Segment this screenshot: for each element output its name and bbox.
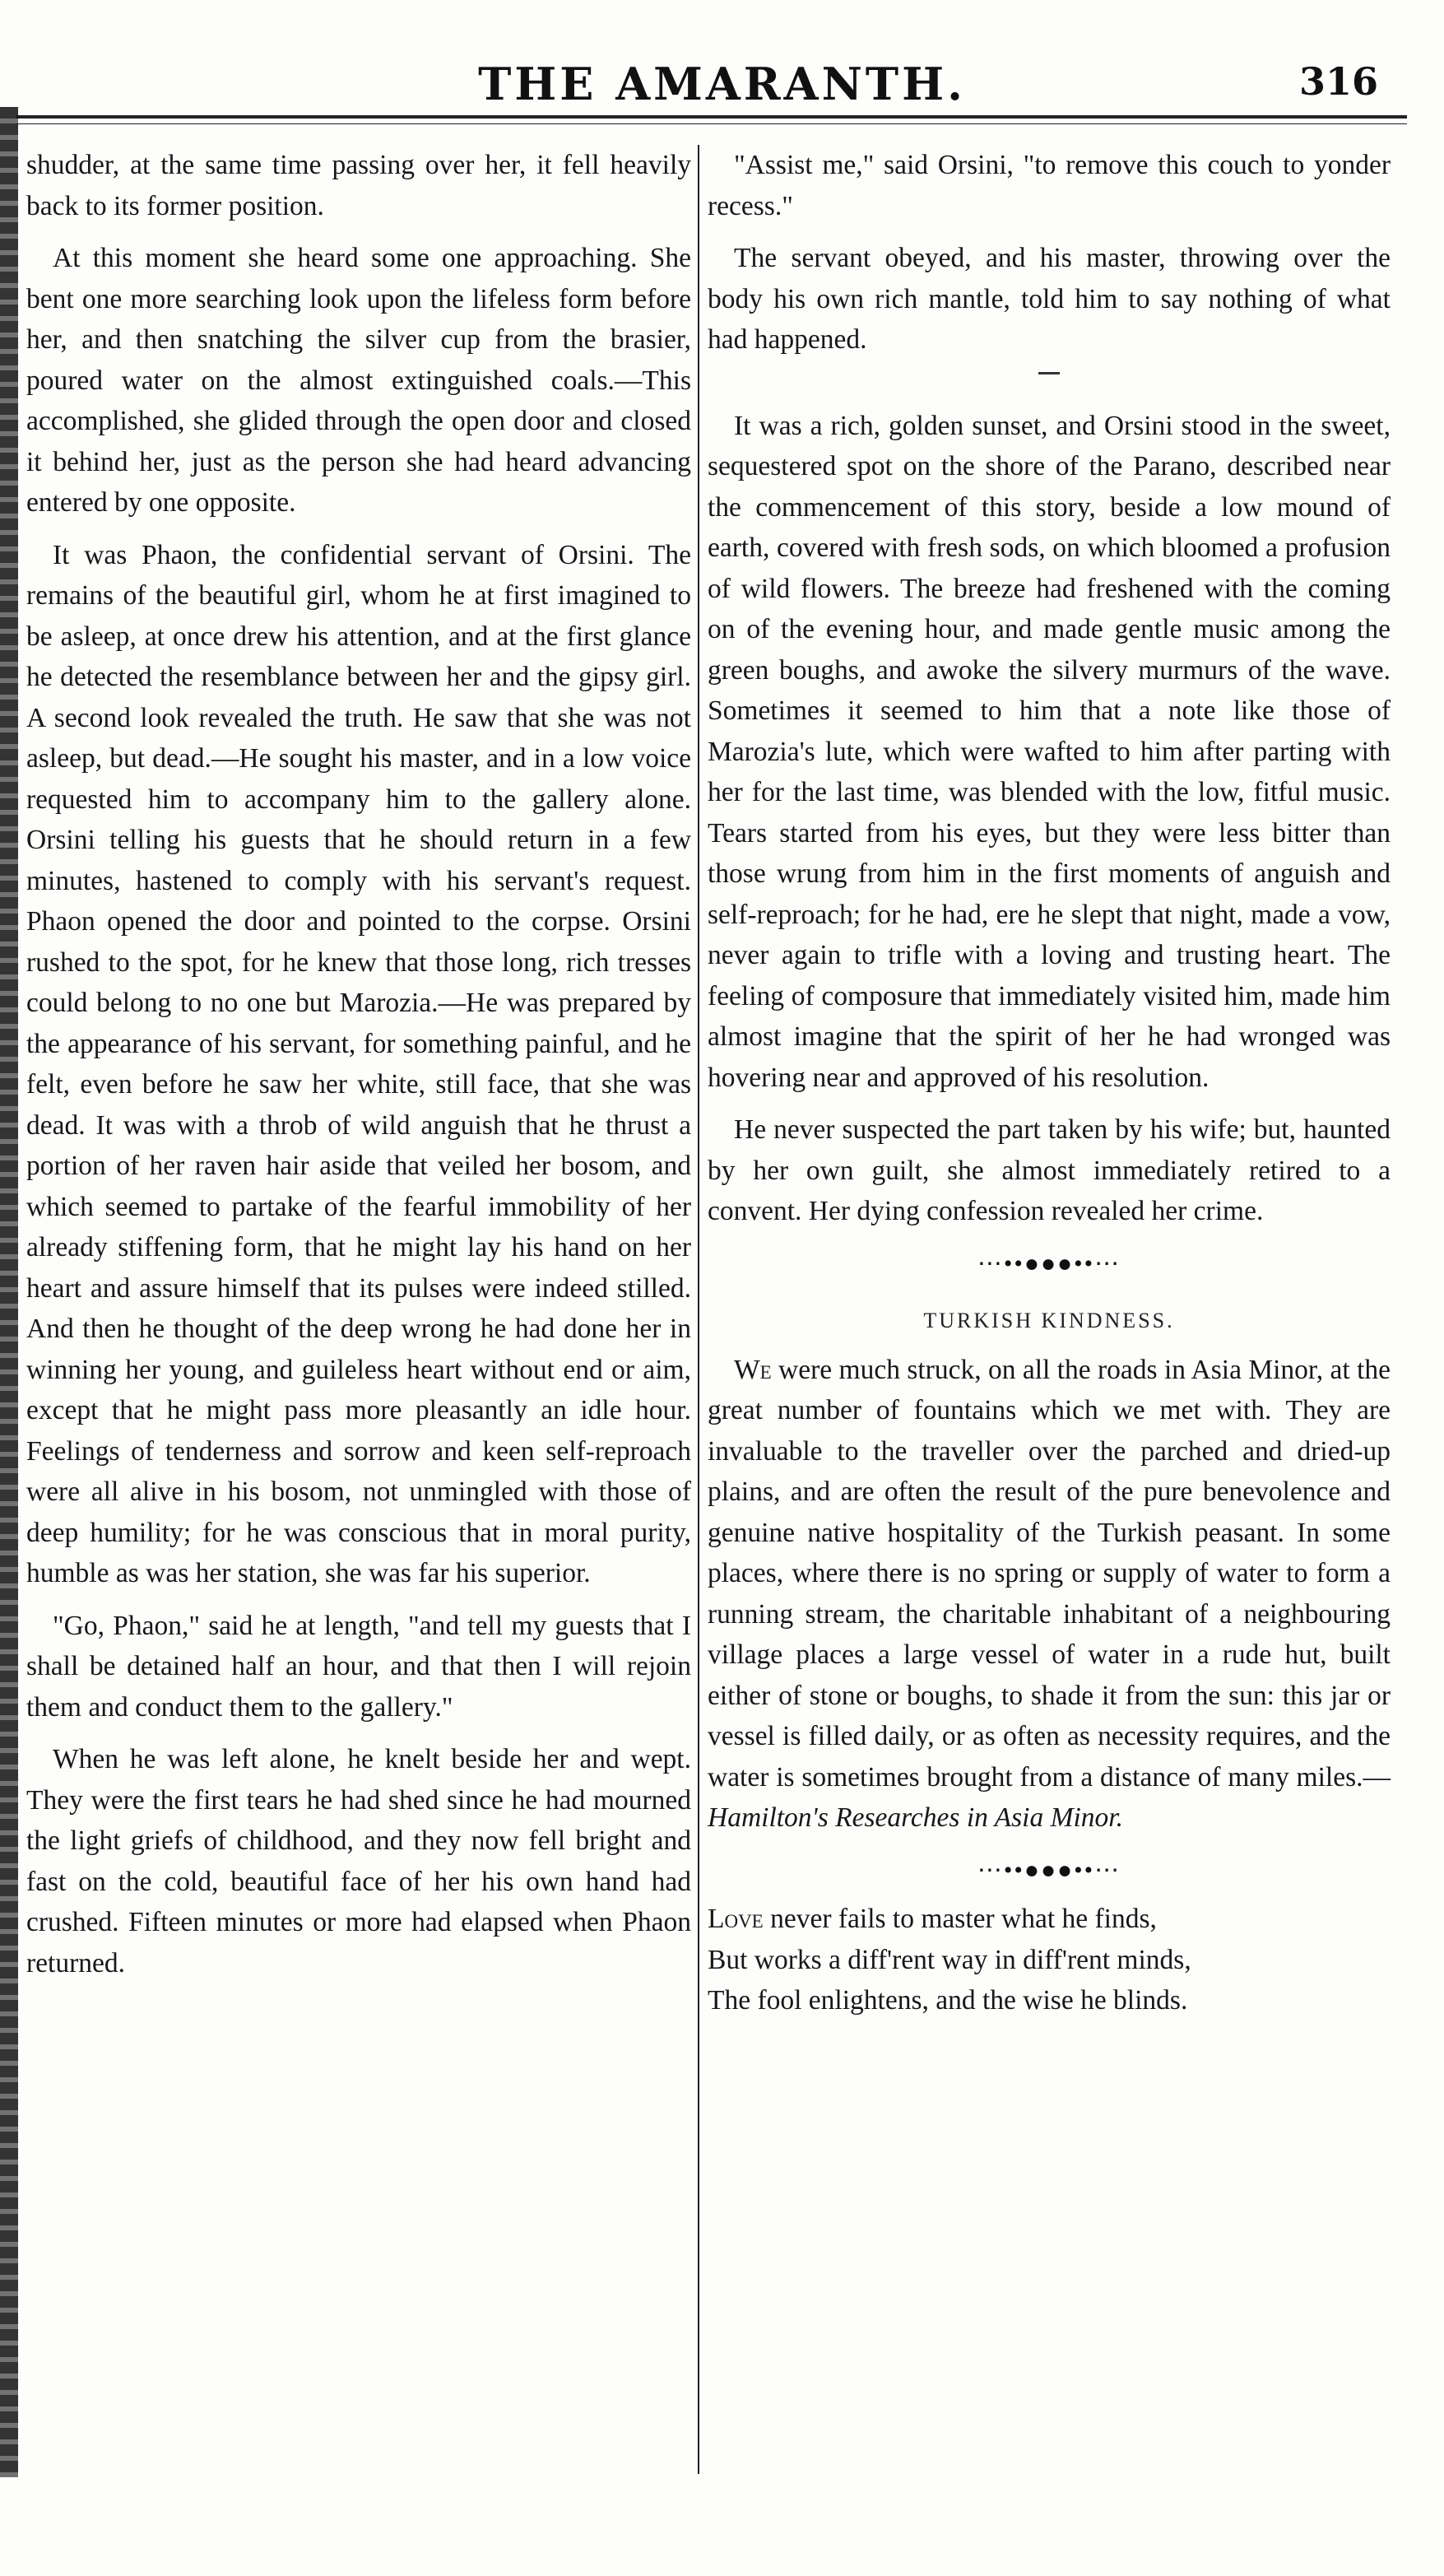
- turkish-kindness-paragraph: [708, 1350, 1391, 1839]
- left-paragraph-5: When he was left alone, he knelt beside her and wept. They were the first tears he had shed since he had mourned the light griefs of childhood, and they now fell bright and fast on the cold, beautiful face of her his own hand had crushed. Fifteen minutes or more had elapsed when Phaon returned.: [26, 1744, 691, 1978]
- verse-line-1: Love never fails to master what he finds,: [708, 1904, 1157, 1934]
- header-rule-thin: [16, 123, 1407, 124]
- lead-word: We: [734, 1354, 772, 1385]
- verse-line-3: The fool enlightens, and the wise he blinds.: [708, 1985, 1188, 2016]
- column-divider: [698, 145, 699, 2474]
- right-column: [708, 145, 1391, 2021]
- header-rule: [16, 115, 1407, 119]
- right-paragraph-2: The servant obeyed, and his master, throwing over the body his own rich mantle, told him to say nothing of what had happened.: [708, 243, 1391, 355]
- right-paragraph-4: He never suspected the part taken by his wife; but, haunted by her own guilt, she almost immediately retired to a convent. Her dying confession revealed her crime.: [708, 1114, 1391, 1226]
- verse: [708, 1899, 1391, 2021]
- left-paragraph-1: shudder, at the same time passing over her, it fell heavily back to its former position.: [26, 150, 691, 221]
- turkish-body: were much struck, on all the roads in Asia Minor, at the great number of fountains which we met with. They are invaluable to the traveller over the parched and dried-up plains, and are often the result of the pure benevolence and genuine native hospitality of the Turkish peasant. In some places, where there is no spring or supply of water to form a running stream, the charitable inhabitant of a neighbouring village places a large vessel of water in a rude hut, built either of stone or boughs, to shade it from the sun: this jar or vessel is filled daily, or as often as necessity requires, and the water is sometimes brought from a distance of many miles.—: [708, 1354, 1391, 1793]
- right-paragraph-3: It was a rich, golden sunset, and Orsini stood in the sweet, sequestered spot on the shore of the Parano, described near the commencement of this story, beside a low mound of earth, covered with fresh sods, on which bloomed a profusion of wild flowers. The breeze had freshened with the coming on of the evening hour, and made gentle music among the green boughs, and awoke the silvery murmurs of the wave. Sometimes it seemed to him that a note like those of Marozia's lute, which were wafted to him after parting with her for the last time, was blended with the low, fitful music. Tears started from his eyes, but they were less bitter than those wrung from him in the first moments of anguish and self-reproach; for he had, ere he slept that night, made a vow, never again to trifle with a loving and trusting heart. The feeling of composure that immediately visited him, made him almost imagine that the spirit of her he had wronged was hovering near and approved of his resolution.: [708, 410, 1391, 1093]
- running-title: THE AMARANTH.: [478, 58, 966, 110]
- left-column: [26, 145, 691, 1995]
- ornament-divider-1: ⋯••●●●••⋯: [977, 1249, 1121, 1277]
- ornament-divider-2: ⋯••●●●••⋯: [977, 1856, 1121, 1884]
- section-heading: TURKISH KINDNESS.: [923, 1309, 1175, 1332]
- citation: Hamilton's Researches in Asia Minor.: [708, 1802, 1123, 1833]
- right-paragraph-1: "Assist me," said Orsini, "to remove this couch to yonder recess.": [708, 150, 1391, 221]
- left-paragraph-2: At this moment she heard some one approaching. She bent one more searching look upon the lifeless form before her, and then snatching the silver cup from the brasier, poured water on the almost extinguished coals.—This accomplished, she glided through the open door and closed it behind her, just as the person she had heard advancing entered by one opposite.: [26, 243, 691, 518]
- section-dash: [1038, 372, 1060, 374]
- verse-lead-word: Love: [708, 1904, 764, 1934]
- verse-line-2: But works a diff'rent way in diff'rent minds,: [708, 1944, 1191, 1975]
- page-number: 316: [1298, 59, 1378, 104]
- binding-edge: [0, 107, 18, 2477]
- left-paragraph-3: It was Phaon, the confidential servant of Orsini. The remains of the beautiful girl, whom he at first imagined to be asleep, at once drew his attention, and at the first glance he detected the resemblance between her and the gipsy girl. A second look revealed the truth. He saw that she was not asleep, but dead.—He sought his master, and in a low voice requested him to accompany him to the gallery alone. Orsini telling his guests that he should return in a few minutes, hastened to comply with his servant's request. Phaon opened the door and pointed to the corpse. Orsini rushed to the spot, for he knew that those long, rich tresses could belong to no one but Marozia.—He was prepared by the appearance of his servant, for something painful, and he felt, even before he saw her white, still face, that she was dead. It was with a throb of wild anguish that he thrust a portion of her raven hair aside that veiled her bosom, and which seemed to partake of the fearful immobility of her already stiffening form, that he might lay his hand on her heart and assure himself that its pulses were indeed stilled. And then he thought of the deep wrong he had done her in winning her young, and guileless heart without end or aim, except that he might pass more pleasantly an idle hour. Feelings of tenderness and sorrow and keen self-reproach were all alive in his bosom, not unmingled with those of deep humility; for he was conscious that in moral purity, humble as was her station, she was far his superior.: [26, 539, 691, 1588]
- left-paragraph-4: "Go, Phaon," said he at length, "and tell my guests that I shall be detained half an hour, and that then I will rejoin them and conduct them to the gallery.": [26, 1610, 691, 1723]
